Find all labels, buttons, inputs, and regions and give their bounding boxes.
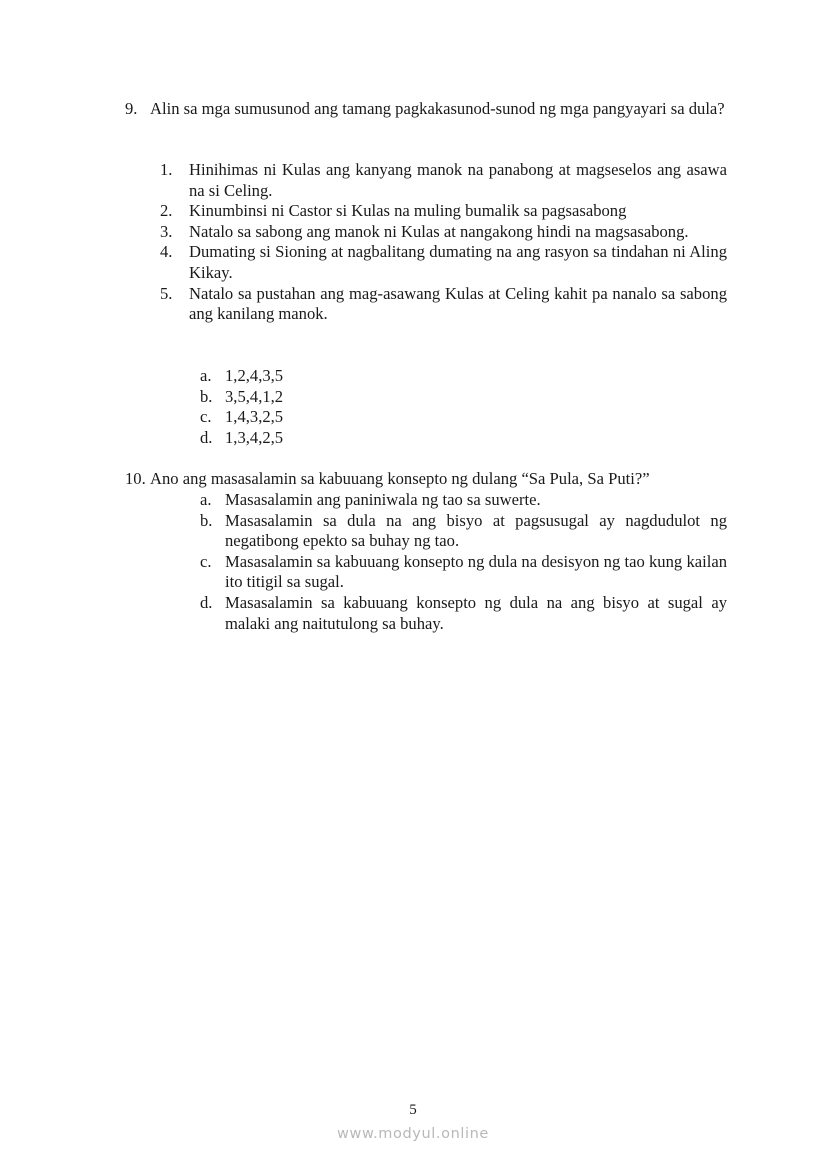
list-item	[160, 222, 727, 243]
page-number: 5	[409, 1102, 417, 1118]
question-9-choices	[200, 366, 500, 448]
choice-text: 1,3,4,2,5	[225, 427, 284, 447]
list-item	[160, 284, 727, 325]
item-number: 2.	[160, 201, 173, 221]
list-item	[160, 242, 727, 283]
question-number: 10.	[125, 469, 146, 488]
choice-text: Masasalamin sa kabuuang konsepto ng dula na desisyon ng tao kung kailan ito titigil sa sugal.	[225, 551, 727, 592]
item-text: Natalo sa sabong ang manok ni Kulas at nangakong hindi na magsasabong.	[189, 221, 689, 241]
question-text: Alin sa mga sumusunod ang tamang pagkakasunod-sunod ng mga pangyayari sa dula?	[150, 99, 725, 118]
question-9	[125, 99, 727, 120]
choice-letter: c.	[200, 407, 212, 427]
choice-b	[200, 511, 727, 552]
choice-text: Masasalamin sa dula na ang bisyo at pagsusugal ay nagdudulot ng negatibong epekto sa buhay ng tao.	[225, 510, 727, 551]
choice-text: Masasalamin sa kabuuang konsepto ng dula na ang bisyo at sugal ay malaki ang naitutulong sa buhay.	[225, 592, 727, 633]
item-number: 4.	[160, 242, 173, 262]
question-10	[125, 469, 745, 490]
item-text: Hinihimas ni Kulas ang kanyang manok na panabong at magseselos ang asawa na si Celing.	[189, 160, 727, 200]
choice-d	[200, 593, 727, 634]
question-text: Ano ang masasalamin sa kabuuang konsepto ng dulang “Sa Pula, Sa Puti?”	[150, 469, 650, 488]
choice-letter: a.	[200, 490, 212, 509]
choice-d	[200, 428, 500, 449]
choice-letter: d.	[200, 592, 213, 612]
choice-letter: b.	[200, 386, 213, 406]
question-10-choices	[200, 490, 727, 634]
choice-b	[200, 387, 500, 408]
choice-text: 3,5,4,1,2	[225, 386, 284, 406]
choice-a	[200, 366, 500, 387]
list-item	[160, 160, 727, 201]
choice-text: 1,4,3,2,5	[225, 407, 284, 427]
choice-letter: d.	[200, 427, 213, 447]
item-number: 3.	[160, 221, 173, 241]
choice-text: 1,2,4,3,5	[225, 366, 284, 385]
watermark: www.modyul.online	[337, 1126, 489, 1142]
item-text: Dumating si Sioning at nagbalitang dumating na ang rasyon sa tindahan ni Aling Kikay.	[189, 242, 727, 282]
choice-letter: b.	[200, 510, 213, 530]
question-number: 9.	[125, 99, 138, 118]
choice-text: Masasalamin ang paniniwala ng tao sa suwerte.	[225, 490, 541, 509]
choice-c	[200, 552, 727, 593]
event-list	[160, 160, 727, 325]
item-number: 1.	[160, 160, 173, 179]
item-text: Natalo sa pustahan ang mag-asawang Kulas at Celing kahit pa nanalo sa sabong ang kanilang manok.	[189, 283, 727, 324]
item-number: 5.	[160, 283, 173, 303]
choice-c	[200, 407, 500, 428]
choice-a	[200, 490, 727, 511]
choice-letter: a.	[200, 366, 212, 385]
choice-letter: c.	[200, 551, 212, 571]
item-text: Kinumbinsi ni Castor si Kulas na muling bumalik sa pagsasabong	[189, 201, 627, 221]
list-item	[160, 201, 727, 222]
